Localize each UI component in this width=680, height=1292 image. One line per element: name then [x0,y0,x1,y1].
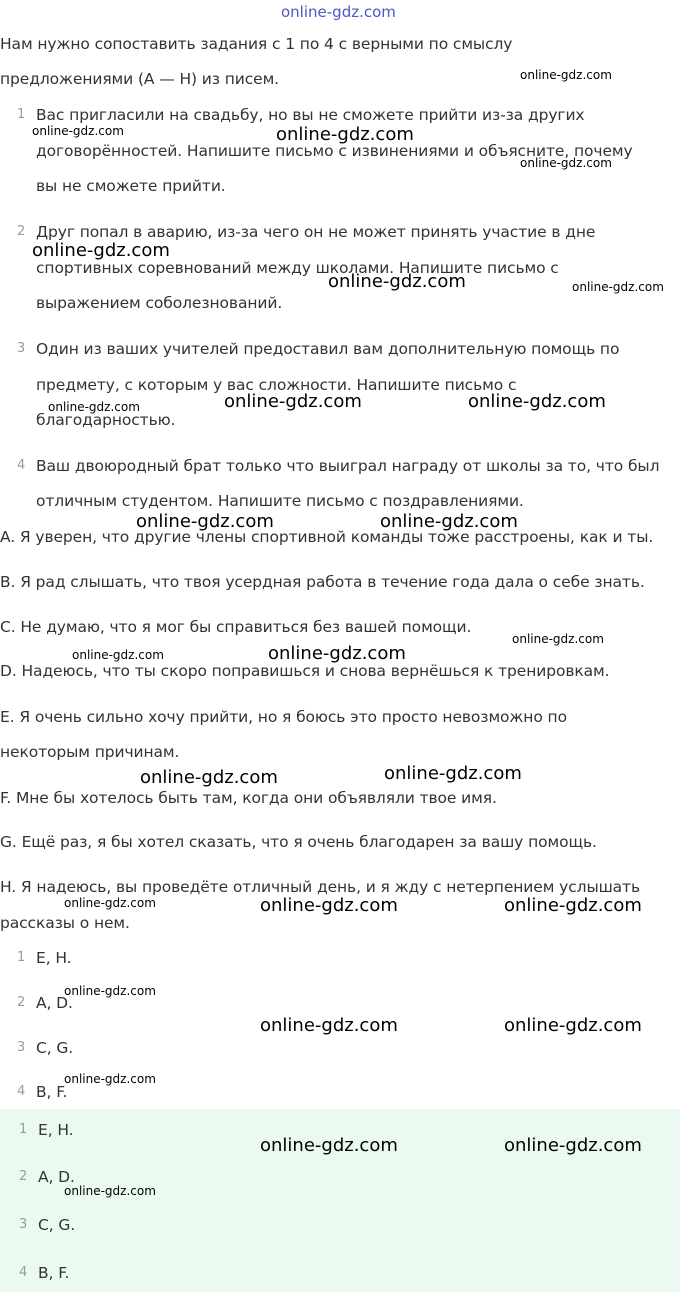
watermark: online-gdz.com [384,763,522,784]
task-2-line-2: спортивных соревнований между школами. Напишите письмо с [36,259,559,277]
answer-value: C, G. [36,1039,74,1057]
sentence-h-line-2: рассказы о нем. [0,914,130,932]
final-answer-number: 1 [19,1122,28,1137]
watermark: online-gdz.com [64,1072,156,1086]
intro-line-2: предложениями (A — H) из писем. [0,70,280,88]
answer-value: B, F. [36,1083,68,1101]
watermark: online-gdz.com [276,124,414,145]
watermark: online-gdz.com [260,895,398,916]
task-3-line-2: предмету, с которым у вас сложности. Напишите письмо с [36,376,517,394]
task-4-line-2: отличным студентом. Напишите письмо с поздравлениями. [36,492,524,510]
sentence-b: B. Я рад слышать, что твоя усердная работа в течение года дала о себе знать. [0,573,645,591]
final-answer-number: 3 [19,1217,28,1232]
sentence-a: A. Я уверен, что другие члены спортивной команды тоже расстроены, как и ты. [0,528,654,546]
sentence-c: C. Не думаю, что я мог бы справиться без вашей помощи. [0,618,472,636]
task-1-line-2: договорённостей. Напишите письмо с извинениями и объясните, почему [36,142,633,160]
task-4-line-1: Ваш двоюродный брат только что выиграл награду от школы за то, что был [36,457,660,475]
sentence-h-line-1: H. Я надеюсь, вы проведёте отличный день, и я жду с нетерпением услышать [0,878,641,896]
final-answer-number: 2 [19,1169,28,1184]
watermark: online-gdz.com [140,767,278,788]
task-number: 3 [17,341,26,356]
watermark: online-gdz.com [520,156,612,170]
task-number: 1 [17,107,26,122]
task-3-line-3: благодарностью. [36,411,176,429]
watermark: online-gdz.com [468,391,606,412]
task-2-line-3: выражением соболезнований. [36,294,283,312]
sentence-d: D. Надеюсь, что ты скоро поправишься и снова вернёшься к тренировкам. [0,662,610,680]
task-number: 2 [17,224,26,239]
watermark: online-gdz.com [268,643,406,664]
sentence-f: F. Мне бы хотелось быть там, когда они объявляли твое имя. [0,789,497,807]
task-number: 4 [17,458,26,473]
watermark: online-gdz.com [64,1184,156,1198]
watermark: online-gdz.com [260,1135,398,1156]
watermark: online-gdz.com [32,124,124,138]
final-answer-value: C, G. [38,1216,76,1234]
task-2-line-1: Друг попал в аварию, из-за чего он не может принять участие в дне [36,223,596,241]
watermark: online-gdz.com [48,400,140,414]
watermark: online-gdz.com [136,511,274,532]
answer-number: 2 [17,995,26,1010]
watermark: online-gdz.com [64,984,156,998]
sentence-g: G. Ещё раз, я бы хотел сказать, что я очень благодарен за вашу помощь. [0,833,597,851]
answer-number: 4 [17,1084,26,1099]
answer-value: E, H. [36,949,72,967]
watermark: online-gdz.com [64,896,156,910]
watermark: online-gdz.com [512,632,604,646]
watermark: online-gdz.com [504,1015,642,1036]
watermark: online-gdz.com [72,648,164,662]
watermark: online-gdz.com [504,1135,642,1156]
watermark: online-gdz.com [380,511,518,532]
watermark: online-gdz.com [260,1015,398,1036]
intro-line-1: Нам нужно сопоставить задания с 1 по 4 с верными по смыслу [0,35,513,53]
sentence-e-line-2: некоторым причинам. [0,743,180,761]
watermark: online-gdz.com [32,240,170,261]
watermark: online-gdz.com [520,68,612,82]
answer-number: 3 [17,1040,26,1055]
final-answer-value: E, H. [38,1121,74,1139]
sentence-e-line-1: E. Я очень сильно хочу прийти, но я боюсь это просто невозможно по [0,708,567,726]
answer-number: 1 [17,950,26,965]
answer-value: A, D. [36,994,73,1012]
task-1-line-3: вы не сможете прийти. [36,177,226,195]
watermark-top: online-gdz.com [281,3,396,21]
watermark: online-gdz.com [572,280,664,294]
final-answer-number: 4 [19,1265,28,1280]
final-answer-value: B, F. [38,1264,70,1282]
watermark: online-gdz.com [504,895,642,916]
task-1-line-1: Вас пригласили на свадьбу, но вы не сможете прийти из-за других [36,106,585,124]
final-answer-value: A, D. [38,1168,75,1186]
watermark: online-gdz.com [224,391,362,412]
task-3-line-1: Один из ваших учителей предоставил вам дополнительную помощь по [36,340,620,358]
watermark: online-gdz.com [328,271,466,292]
